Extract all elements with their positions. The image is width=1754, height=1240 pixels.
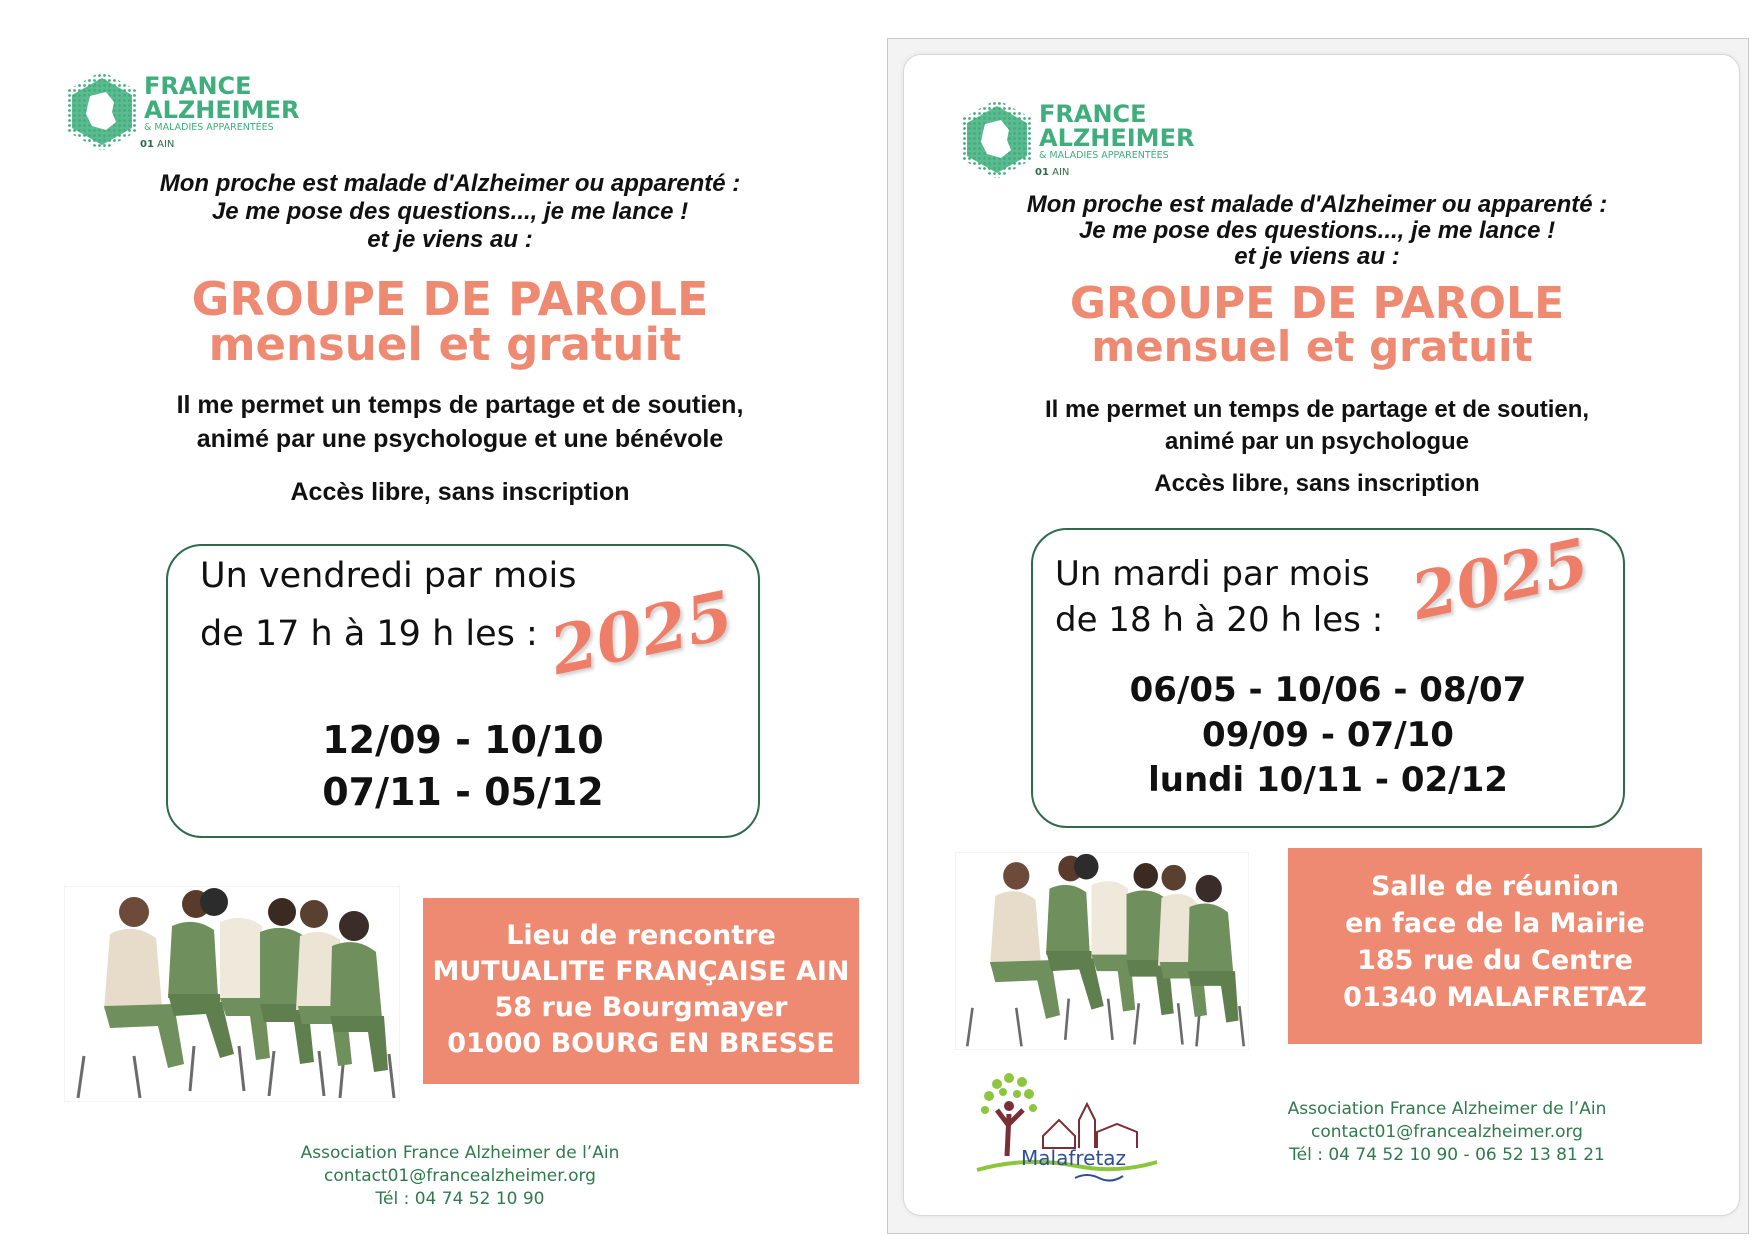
logo-department xyxy=(1035,167,1069,178)
footer-association: Association France Alzheimer de l’Ain xyxy=(300,1143,620,1163)
description-line-2: animé par un psychologue xyxy=(1164,428,1470,455)
access-text: Accès libre, sans inscription xyxy=(290,478,630,506)
venue-line-4: 01000 BOURG EN BRESSE xyxy=(447,1028,835,1059)
intro-line-1: Mon proche est malade d'Alzheimer ou apparenté : xyxy=(1026,191,1608,218)
description-line-2: animé par une psychologue et une bénévole xyxy=(196,425,724,453)
footer-phone: Tél : 04 74 52 10 90 - 06 52 13 81 21 xyxy=(1289,1145,1605,1165)
venue-line-3: 185 rue du Centre xyxy=(1357,945,1633,976)
schedule-dates xyxy=(1033,668,1623,803)
footer xyxy=(1207,1098,1687,1167)
venue-line-1: Lieu de rencontre xyxy=(506,920,776,951)
intro-line-3: et je viens au : xyxy=(1234,243,1400,270)
logo-line-1: FRANCE xyxy=(1039,100,1147,128)
year-label: 2025 xyxy=(1405,524,1596,635)
schedule-frequency: Un vendredi par mois xyxy=(200,556,577,596)
footer-email[interactable]: contact01@francealzheimer.org xyxy=(324,1166,596,1186)
intro-line-2: Je me pose des questions..., je me lance ! xyxy=(211,198,689,225)
description-line-1: Il me permet un temps de partage et de soutien, xyxy=(176,391,744,419)
logo-department-name: AIN xyxy=(157,139,175,150)
logo-line-1: FRANCE xyxy=(144,72,252,100)
venue-line-2: en face de la Mairie xyxy=(1345,908,1645,939)
access-text: Accès libre, sans inscription xyxy=(1154,470,1480,497)
venue-line-1: Salle de réunion xyxy=(1370,871,1620,902)
description xyxy=(60,388,860,456)
venue-line-3: 58 rue Bourgmayer xyxy=(494,992,788,1023)
logo-line-2: ALZHEIMER xyxy=(144,96,300,124)
footer-phone: Tél : 04 74 52 10 90 xyxy=(375,1189,545,1209)
logo-department-number: 01 xyxy=(1035,167,1049,178)
title: GROUPE DE PAROLE xyxy=(191,272,709,326)
venue-box xyxy=(1288,848,1702,1044)
logo-department-name: AIN xyxy=(1052,167,1070,178)
logo-department xyxy=(140,139,174,150)
flyer-right xyxy=(887,38,1749,1234)
intro-line-1: Mon proche est malade d'Alzheimer ou apparenté : xyxy=(159,170,741,197)
description-line-1: Il me permet un temps de partage et de soutien, xyxy=(1044,396,1590,423)
intro-line-2: Je me pose des questions..., je me lance ! xyxy=(1078,217,1556,244)
logo-line-3: & MALADIES APPARENTÉES xyxy=(144,122,274,133)
venue-box xyxy=(423,898,859,1084)
logo-line-3: & MALADIES APPARENTÉES xyxy=(1039,150,1169,161)
logo-line-2: ALZHEIMER xyxy=(1039,124,1195,152)
footer-association: Association France Alzheimer de l’Ain xyxy=(1287,1099,1607,1119)
dates-line-1: 06/05 - 10/06 - 08/07 xyxy=(1129,670,1527,710)
schedule-time: de 17 h à 19 h les : xyxy=(200,614,538,654)
dates-line-2: 07/11 - 05/12 xyxy=(322,770,604,814)
malafretaz-name: Malafretaz xyxy=(1021,1146,1127,1170)
subtitle: mensuel et gratuit xyxy=(1091,322,1533,371)
title: GROUPE DE PAROLE xyxy=(1069,278,1565,329)
year-label: 2025 xyxy=(543,575,740,690)
footer xyxy=(160,1142,760,1211)
intro-line-3: et je viens au : xyxy=(367,226,533,253)
intro-text xyxy=(60,170,840,254)
dates-line-2: 09/09 - 07/10 xyxy=(1202,715,1454,755)
schedule-frequency: Un mardi par mois xyxy=(1055,554,1370,594)
malafretaz-logo xyxy=(967,1066,1167,1184)
description xyxy=(917,394,1717,458)
venue-line-2: MUTUALITE FRANÇAISE AIN xyxy=(432,956,850,987)
support-group-illustration xyxy=(64,886,400,1102)
logo-department-number: 01 xyxy=(140,139,154,150)
subtitle: mensuel et gratuit xyxy=(208,318,682,371)
schedule-time: de 18 h à 20 h les : xyxy=(1055,600,1384,640)
intro-text xyxy=(927,192,1707,270)
footer-email[interactable]: contact01@francealzheimer.org xyxy=(1311,1122,1583,1142)
schedule-box xyxy=(1031,524,1625,828)
support-group-illustration xyxy=(955,852,1249,1050)
dates-line-3: lundi 10/11 - 02/12 xyxy=(1148,760,1508,800)
france-alzheimer-logo xyxy=(62,68,322,158)
schedule-box xyxy=(166,544,760,838)
schedule-dates xyxy=(168,714,758,818)
france-alzheimer-logo-icon xyxy=(957,96,1037,182)
france-alzheimer-logo xyxy=(957,96,1217,186)
venue-line-4: 01340 MALAFRETAZ xyxy=(1343,982,1647,1013)
france-alzheimer-logo-icon xyxy=(62,68,142,154)
dates-line-1: 12/09 - 10/10 xyxy=(322,718,604,762)
